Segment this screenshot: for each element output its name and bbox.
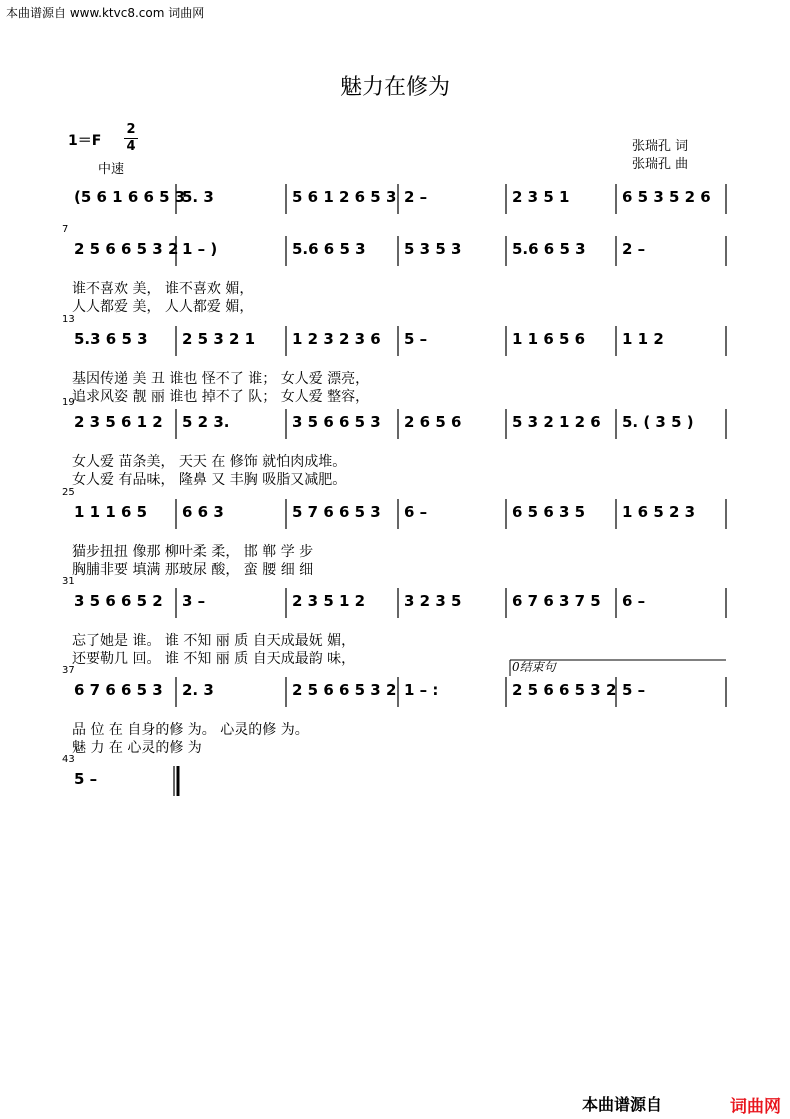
measure: 5 6 1 2 6 5 3 xyxy=(292,188,397,206)
ending-label: 0结束句 xyxy=(512,660,556,674)
measure: 6 7 6 3 7 5 xyxy=(512,592,601,610)
measure: 1 – ) xyxy=(182,240,218,258)
measure: 2 3 5 6 1 2 xyxy=(74,413,163,431)
lyric-line: 女人爱 有品味， 隆鼻 又 丰胸 吸脂又减肥。 xyxy=(72,472,347,488)
measure: 2 3 5 1 xyxy=(512,188,570,206)
measure: 2 6 5 6 xyxy=(404,413,462,431)
footer-source: 本曲谱源自 xyxy=(582,1095,663,1114)
lyric-line: 胸脯非要 填满 那玻尿 酸， 蛮 腰 细 细 xyxy=(72,562,314,578)
measure: (5 6 1 6 6 5 3 xyxy=(74,188,186,206)
measure: 5.6 6 5 3 xyxy=(292,240,366,258)
measure-number: 13 xyxy=(62,314,75,325)
lyric-line: 基因传递 美 丑 谁也 怪不了 谁； 女人爱 漂亮， xyxy=(72,371,370,387)
lyric-line: 猫步扭扭 像那 柳叶柔 柔， 邯 郸 学 步 xyxy=(72,544,314,560)
measure: 6 7 6 6 5 3 xyxy=(74,681,163,699)
measure: 5. 3 xyxy=(182,188,214,206)
measure: 3 5 6 6 5 2 xyxy=(74,592,163,610)
measure: 5 2 3. xyxy=(182,413,230,431)
measure: 5 7 6 6 5 3 xyxy=(292,503,381,521)
measure: 1 1 2 xyxy=(622,330,664,348)
measure: 1 1 1 6 5 xyxy=(74,503,148,521)
measure: 3 2 3 5 xyxy=(404,592,462,610)
measure: 3 – xyxy=(182,592,206,610)
site-header: 本曲谱源自 www.ktvc8.com 词曲网 xyxy=(6,6,205,20)
measure: 6 6 3 xyxy=(182,503,224,521)
meter-top: 2 xyxy=(126,122,136,137)
measure: 1 2 3 2 3 6 xyxy=(292,330,381,348)
lyric-line: 魅 力 在 心灵的修 为 xyxy=(72,740,202,756)
measure: 5 3 5 3 xyxy=(404,240,462,258)
measure: 5 – xyxy=(74,770,98,788)
measure: 2 – xyxy=(622,240,646,258)
measure: 1 1 6 5 6 xyxy=(512,330,586,348)
measure: 6 5 6 3 5 xyxy=(512,503,586,521)
composer-credit: 张瑞孔 曲 xyxy=(632,157,689,172)
measure-number: 7 xyxy=(62,224,69,235)
measure-number: 31 xyxy=(62,576,75,587)
measure: 5. ( 3 5 ) xyxy=(622,413,694,431)
measure: 6 – xyxy=(404,503,428,521)
measure: 2 5 6 6 5 3 2 xyxy=(74,240,179,258)
key-signature: 1＝F xyxy=(68,133,102,149)
measure: 3 5 6 6 5 3 xyxy=(292,413,381,431)
meter-bottom: 4 xyxy=(126,139,136,154)
lyric-line: 还要勒几 回。 谁 不知 丽 质 自天成最韵 味， xyxy=(72,651,356,667)
measure-number: 19 xyxy=(62,397,75,408)
measure: 5 3 2 1 2 6 xyxy=(512,413,601,431)
measure: 5.3 6 5 3 xyxy=(74,330,148,348)
measure: 5 – xyxy=(404,330,428,348)
measure: 1 6 5 2 3 xyxy=(622,503,696,521)
lyric-line: 谁不喜欢 美， 谁不喜欢 媚， xyxy=(72,281,254,297)
song-title: 魅力在修为 xyxy=(339,75,450,100)
measure: 6 5 3 5 2 6 xyxy=(622,188,711,206)
measure: 2 – xyxy=(404,188,428,206)
measure: 2 5 6 6 5 3 2 xyxy=(512,681,617,699)
measure-number: 37 xyxy=(62,665,75,676)
lyric-line: 品 位 在 自身的修 为。 心灵的修 为。 xyxy=(72,722,309,738)
measure: 2 5 3 2 1 xyxy=(182,330,256,348)
measure: 5 – xyxy=(622,681,646,699)
lyricist-credit: 张瑞孔 词 xyxy=(632,139,689,154)
measure: 1 – : xyxy=(404,681,439,699)
lyric-line: 追求风姿 靓 丽 谁也 掉不了 队； 女人爱 整容， xyxy=(72,389,370,405)
measure-number: 25 xyxy=(62,487,75,498)
lyric-line: 女人爱 苗条美， 天天 在 修饰 就怕肉成堆。 xyxy=(72,454,347,470)
measure: 2 5 6 6 5 3 2 xyxy=(292,681,397,699)
measure: 2 3 5 1 2 xyxy=(292,592,366,610)
measure-number: 43 xyxy=(62,754,75,765)
measure: 6 – xyxy=(622,592,646,610)
lyric-line: 人人都爱 美， 人人都爱 媚， xyxy=(72,299,254,315)
lyric-line: 忘了她是 谁。 谁 不知 丽 质 自天成最妩 媚， xyxy=(72,633,356,649)
measure: 2. 3 xyxy=(182,681,214,699)
measure: 5.6 6 5 3 xyxy=(512,240,586,258)
footer-site: 词曲网 xyxy=(730,1097,781,1117)
tempo-marking: 中速 xyxy=(98,162,125,177)
